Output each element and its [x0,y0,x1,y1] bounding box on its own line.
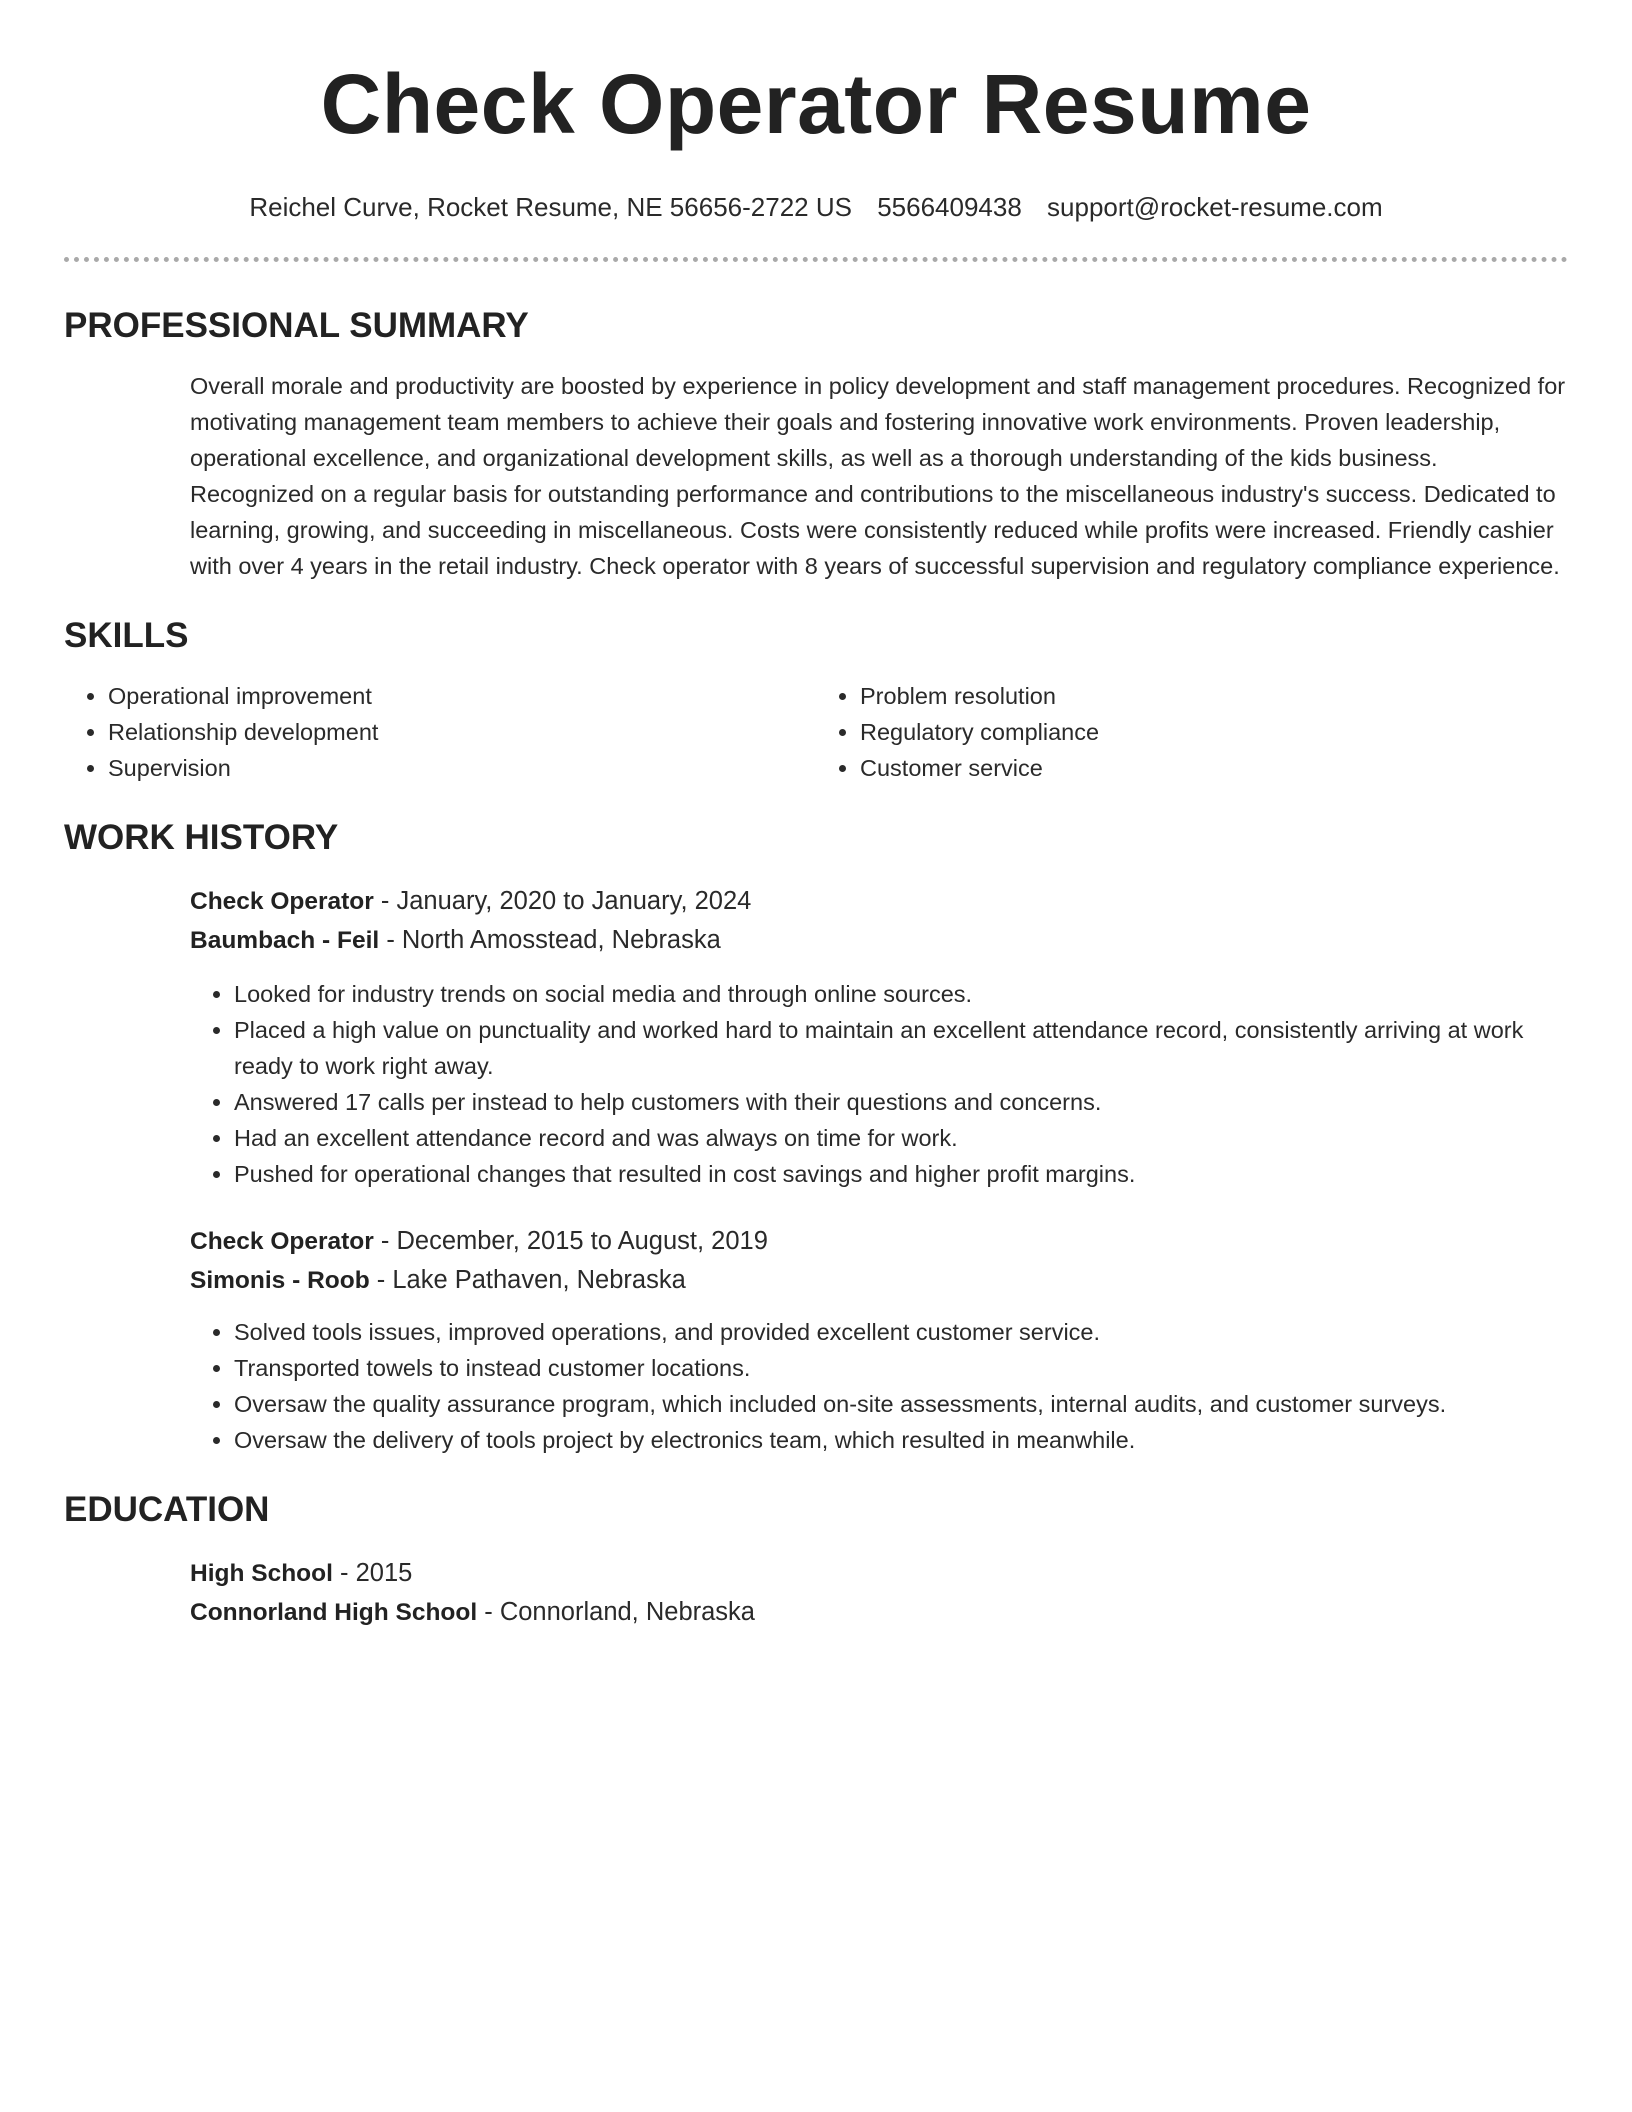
job-dates: - December, 2015 to August, 2019 [373,1227,768,1255]
skills-column-right [816,678,1568,786]
section-title-work: WORK HISTORY [64,818,339,857]
job-duty: • Oversaw the delivery of tools project by electronics team, which resulted in meanwhile. [234,1422,1568,1458]
job-duty: • Had an excellent attendance record and was always on time for work. [234,1120,1568,1156]
job-duty: • Solved tools issues, improved operations, and provided excellent customer service. [234,1314,1568,1350]
section-title-education: EDUCATION [64,1490,270,1529]
job-duty: • Answered 17 calls per instead to help customers with their questions and concerns. [234,1084,1568,1120]
education-school: Connorland High School [190,1599,478,1626]
job-company-line [190,921,1568,960]
job-role: Check Operator [190,1228,374,1255]
job-location: - North Amosstead, Nebraska [379,926,721,954]
skills-column-left [64,678,816,786]
job-company: Simonis - Roob [190,1267,370,1294]
resume-header [64,0,1568,224]
job-duty: • Transported towels to instead customer locations. [234,1350,1568,1386]
education-degree-line [190,1554,1568,1593]
skill-item: • Problem resolution [860,678,1568,714]
education-school-line [190,1593,1568,1632]
job-duty: • Looked for industry trends on social media and through online sources. [234,976,1568,1012]
contact-email: support@rocket-resume.com [1047,192,1383,222]
job-duties [190,1314,1568,1458]
education-entry [190,1554,1568,1632]
job-entry [190,1222,1568,1458]
skill-item: • Supervision [108,750,816,786]
job-duty: • Pushed for operational changes that resulted in cost savings and higher profit margins. [234,1156,1568,1192]
job-role: Check Operator [190,888,374,915]
job-entry [190,882,1568,1192]
summary-text: Overall morale and productivity are boosted by experience in policy development and staff management procedures. Recognized for motivating management team members to achieve their goals and fostering innovative work environments. Proven leadership, operational excellence, and organizational development skills, as well as a thorough understanding of the kids business. Recognized on a regular basis for outstanding performance and contributions to the miscellaneous industry's success. Dedicated to learning, growing, and succeeding in miscellaneous. Costs were consistently reduced while profits were increased. Friendly cashier with over 4 years in the retail industry. Check operator with 8 years of successful supervision and regulatory compliance experience. [190,373,1566,579]
education-location: - Connorland, Nebraska [477,1598,755,1626]
job-title-line [190,1222,1568,1261]
skills-list [64,678,1568,786]
resume-title: Check Operator Resume [320,57,1312,151]
job-dates: - January, 2020 to January, 2024 [373,887,752,915]
contact-address: Reichel Curve, Rocket Resume, NE 56656-2722 US [249,192,852,222]
header-divider [64,257,1568,262]
contact-line [64,190,1568,224]
job-duty: • Placed a high value on punctuality and worked hard to maintain an excellent attendance record, consistently arriving at work ready to work right away. [234,1012,1568,1084]
job-duties [190,976,1568,1192]
skill-item: • Customer service [860,750,1568,786]
section-title-summary: PROFESSIONAL SUMMARY [64,306,529,345]
skill-item: • Relationship development [108,714,816,750]
summary-section [190,368,1568,584]
job-title-line [190,882,1568,921]
job-company-line [190,1261,1568,1300]
job-duty: • Oversaw the quality assurance program, which included on-site assessments, internal audits, and customer surveys. [234,1386,1568,1422]
skill-item: • Regulatory compliance [860,714,1568,750]
job-location: - Lake Pathaven, Nebraska [369,1266,686,1294]
education-degree: High School [190,1560,333,1587]
job-company: Baumbach - Feil [190,927,380,954]
section-title-skills: SKILLS [64,616,189,655]
skill-item: • Operational improvement [108,678,816,714]
education-year: - 2015 [332,1559,413,1587]
contact-phone: 5566409438 [877,192,1022,222]
